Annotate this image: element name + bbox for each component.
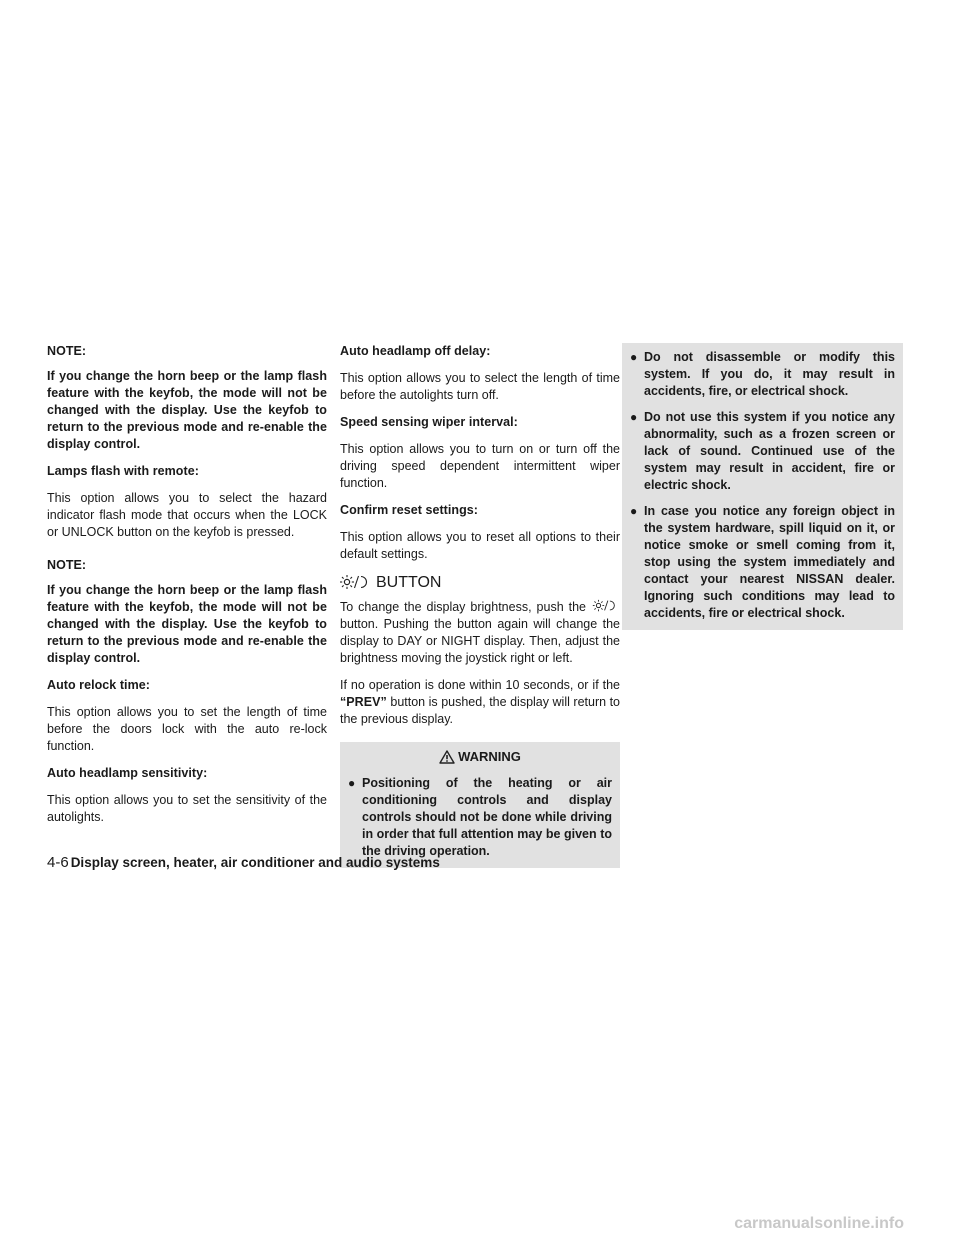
caution-item (630, 409, 895, 494)
page-number: 4-6 (47, 854, 69, 871)
brightness-button-title: BUTTON (376, 573, 442, 591)
column-left (47, 343, 327, 836)
brightness-text-part-2: button. Pushing the button again will change the display to DAY or NIGHT display. Then, adjust the brightness moving the joystick right or left. (340, 617, 620, 665)
lamps-flash-text: This option allows you to select the hazard indicator flash mode that occurs when the LOCK or UNLOCK button on the keyfob is pressed. (47, 491, 327, 539)
bullet-icon: ● (348, 776, 356, 790)
sun-moon-icon (340, 573, 372, 591)
prev-button-text (340, 677, 620, 728)
prev-button-label: “PREV” (340, 695, 387, 709)
caution-item (630, 349, 895, 400)
warning-box (340, 742, 620, 868)
reset-settings-heading: Confirm reset settings: (340, 503, 478, 517)
caution-item (630, 503, 895, 622)
bullet-icon: ● (630, 350, 638, 364)
brightness-button-heading (340, 573, 620, 591)
warning-item (348, 775, 612, 860)
brightness-text-part-1: To change the display brightness, push the (340, 600, 587, 614)
bullet-icon: ● (630, 504, 638, 518)
column-right (622, 343, 903, 630)
reset-settings-text: This option allows you to reset all options to their default settings. (340, 530, 620, 561)
caution-item-text: Do not use this system if you notice any abnormality, such as a frozen screen or lack of sound. Continued use of the system may result in accident, fire or electric shock. (644, 410, 895, 492)
page-footer (47, 854, 440, 871)
watermark: carmanualsonline.info (734, 1215, 904, 1232)
headlamp-off-delay-text: This option allows you to select the length of time before the autolights turn off. (340, 371, 620, 402)
headlamp-sensitivity-heading: Auto headlamp sensitivity: (47, 766, 208, 780)
warning-triangle-icon (439, 750, 455, 764)
headlamp-sensitivity-text: This option allows you to set the sensitivity of the autolights. (47, 793, 327, 824)
caution-item-text: Do not disassemble or modify this system. If you do, it may result in accidents, fire, or electrical shock. (644, 350, 895, 398)
caution-item-text: In case you notice any foreign object in the system hardware, spill liquid on it, or notice smoke or smell coming from it, stop using the system immediately and contact your nearest NISSAN dealer. Ignoring such conditions may lead to accidents, fire or electrical shock. (644, 504, 895, 620)
warning-title-text: WARNING (458, 749, 521, 764)
warning-item-text: Positioning of the heating or air conditioning controls and display controls should not be done while driving in order that full attention may be given to the driving operation. (362, 776, 612, 858)
headlamp-off-delay-heading: Auto headlamp off delay: (340, 344, 491, 358)
brightness-button-text (340, 599, 620, 667)
lamps-flash-heading: Lamps flash with remote: (47, 464, 199, 478)
note-label: NOTE: (47, 344, 87, 358)
bullet-icon: ● (630, 410, 638, 424)
caution-list (630, 349, 895, 622)
wiper-interval-heading: Speed sensing wiper interval: (340, 415, 518, 429)
section-title: Display screen, heater, air conditioner and audio systems (70, 855, 440, 870)
auto-relock-heading: Auto relock time: (47, 678, 150, 692)
auto-relock-text: This option allows you to set the length of time before the doors lock with the auto re-lock function. (47, 705, 327, 753)
caution-box (622, 343, 903, 630)
note-text: If you change the horn beep or the lamp flash feature with the keyfob, the mode will not be changed with the display. Use the keyfob to return to the previous mode and re-enable the display control. (47, 369, 327, 451)
wiper-interval-text: This option allows you to turn on or turn off the driving speed dependent intermittent wiper function. (340, 442, 620, 490)
prev-text-part-1: If no operation is done within 10 seconds, or if the (340, 678, 620, 692)
note-text-2: If you change the horn beep or the lamp flash feature with the keyfob, the mode will not be changed with the display. Use the keyfob to return to the previous mode and re-enable the display control. (47, 583, 327, 665)
sun-moon-icon-inline (591, 599, 620, 612)
prev-text-part-2: button is pushed, the display will return to the previous display. (340, 695, 620, 726)
note-label-2: NOTE: (47, 558, 87, 572)
warning-title (348, 748, 612, 765)
warning-list (348, 775, 612, 860)
column-middle (340, 343, 620, 868)
